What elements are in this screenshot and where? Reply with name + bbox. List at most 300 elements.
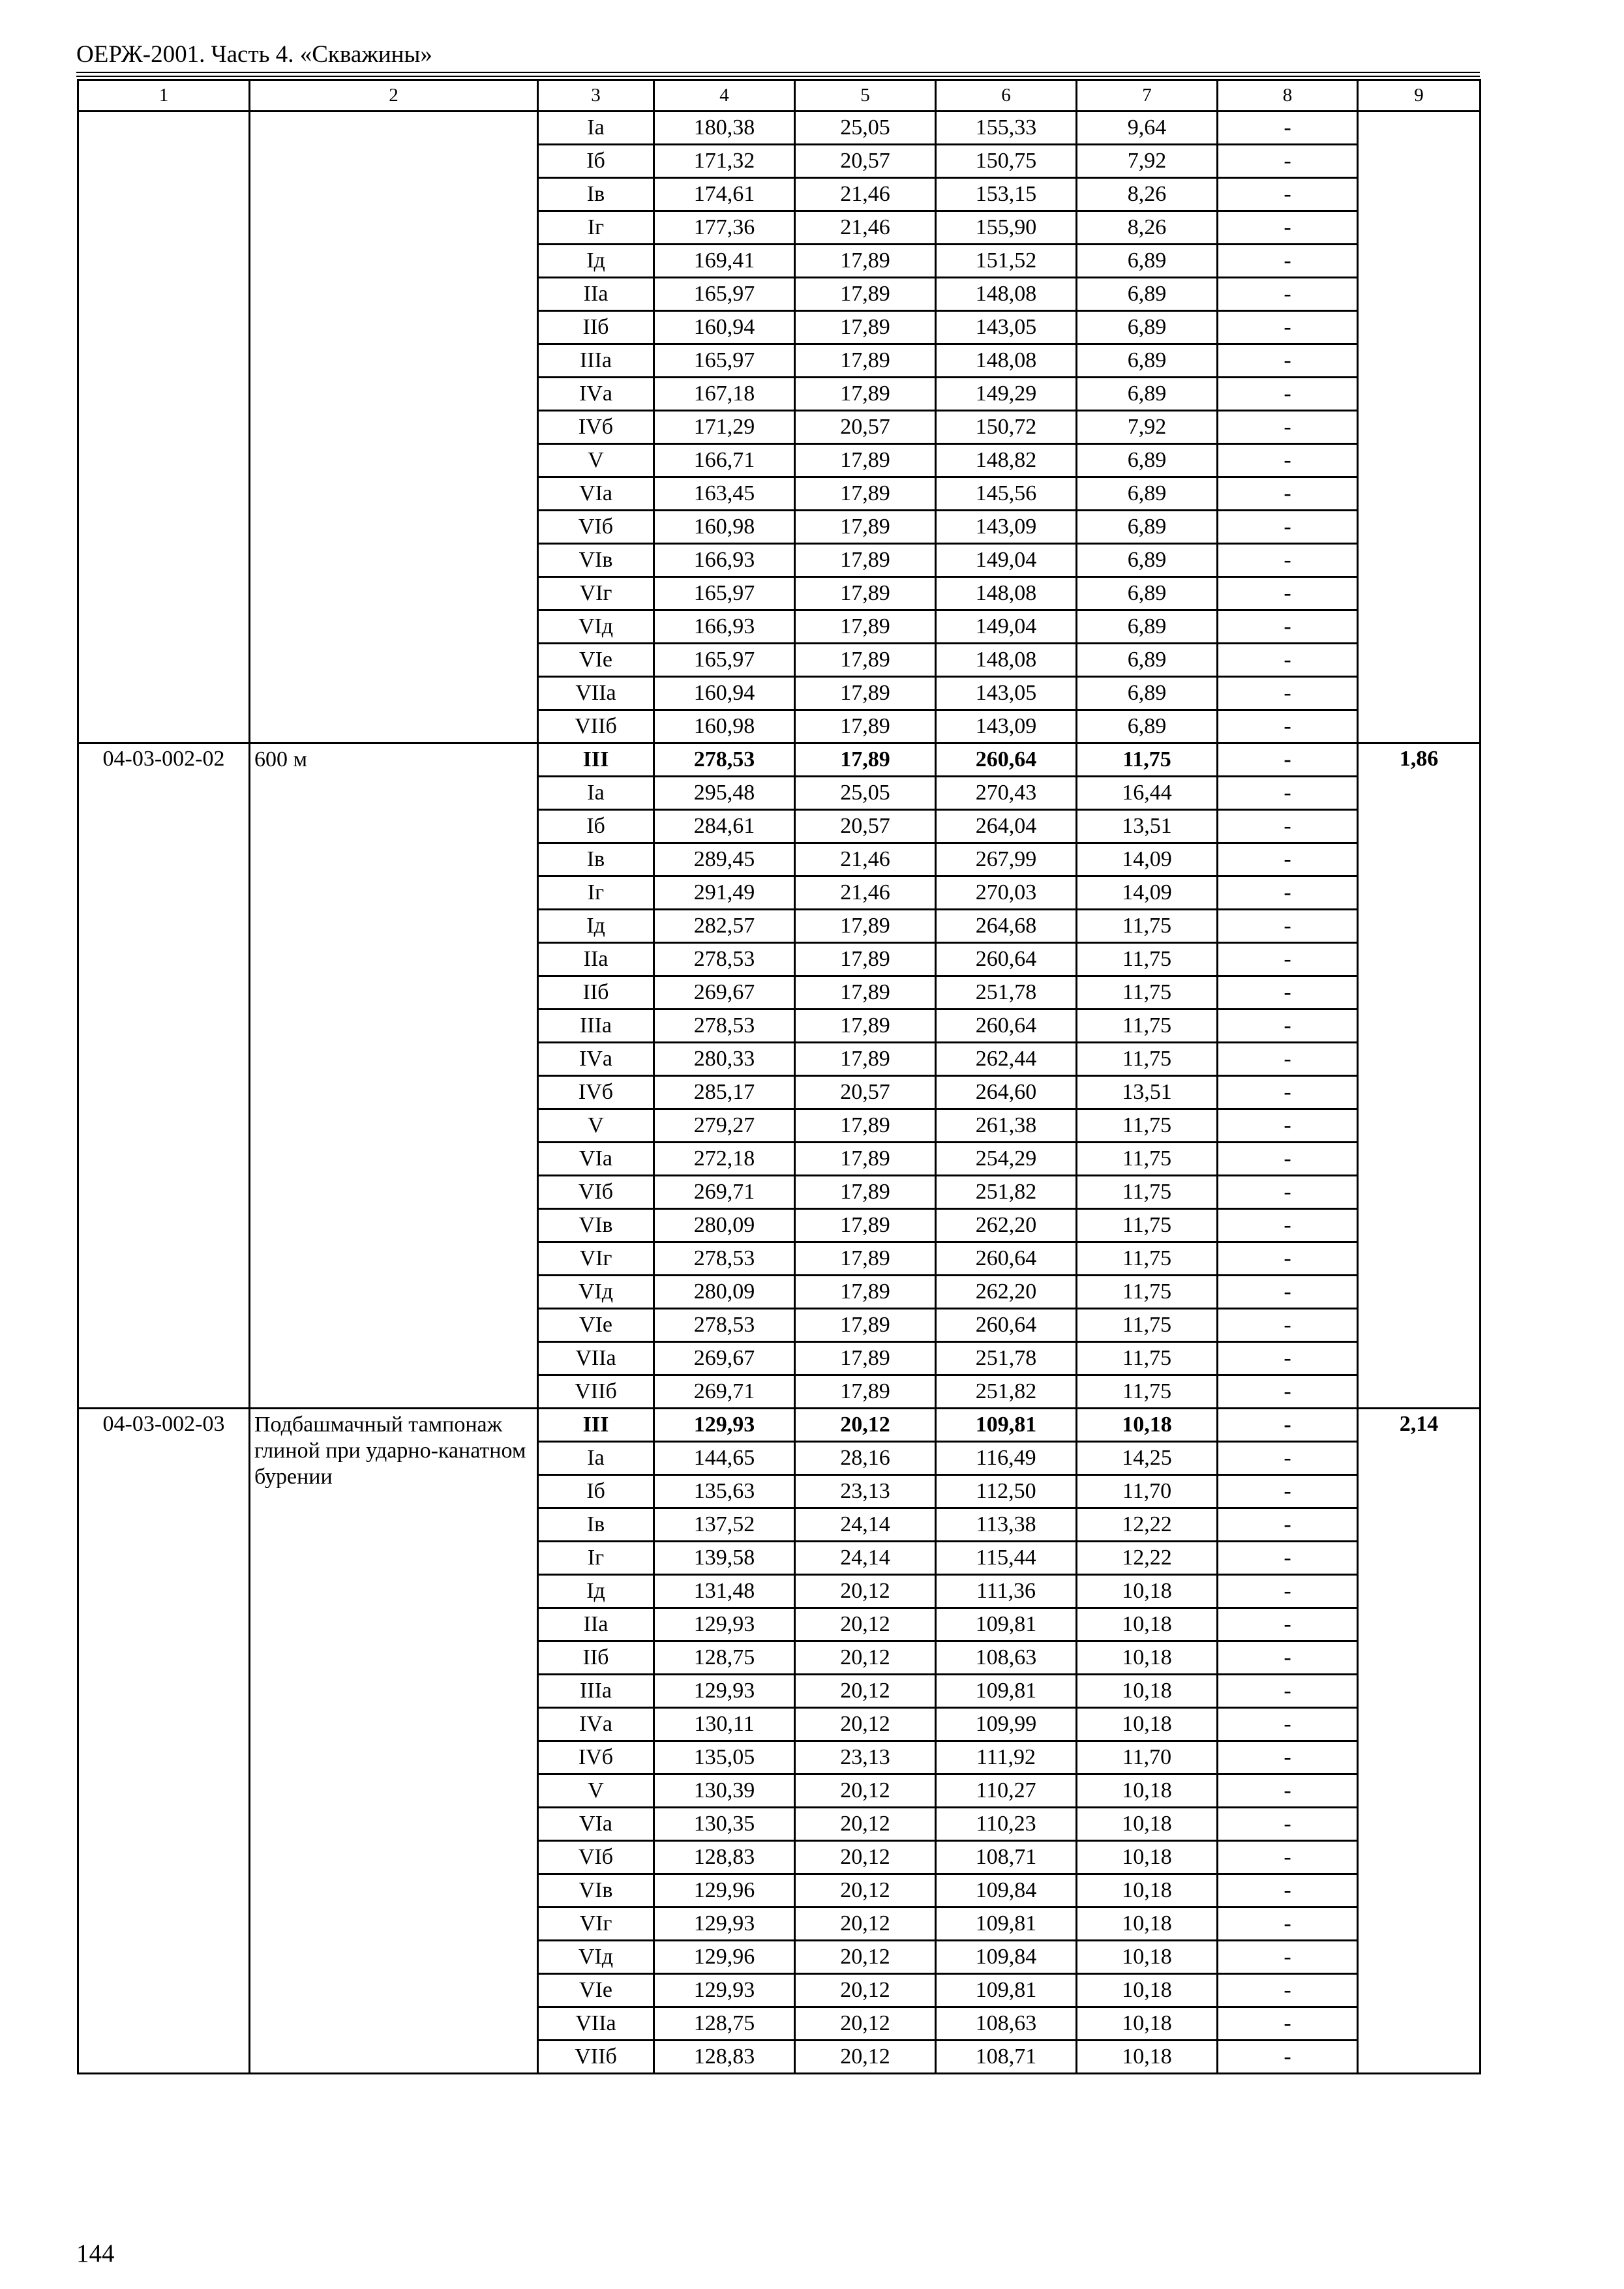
col-7-value: 8,26 <box>1077 178 1218 211</box>
col-7-value: 11,75 <box>1077 1342 1218 1375</box>
col-6-value: 109,84 <box>936 1874 1077 1908</box>
col-7-value: 6,89 <box>1077 677 1218 710</box>
rock-category: VIа <box>538 1143 654 1176</box>
col-7-value: 11,70 <box>1077 1741 1218 1774</box>
col-4-value: 269,71 <box>654 1375 795 1409</box>
col-5-value: 17,89 <box>795 910 936 943</box>
col-6-value: 251,82 <box>936 1176 1077 1209</box>
col-5-value: 17,89 <box>795 278 936 311</box>
col-6-value: 151,52 <box>936 245 1077 278</box>
page-header-title: ОЕРЖ-2001. Часть 4. «Скважины» <box>76 41 432 68</box>
col-6-value: 148,08 <box>936 577 1077 610</box>
col-4-value: 165,97 <box>654 577 795 610</box>
rock-category: Iв <box>538 1508 654 1542</box>
col-4-value: 165,97 <box>654 278 795 311</box>
rock-category: VIе <box>538 644 654 677</box>
col-7-value: 10,18 <box>1077 1808 1218 1841</box>
col-4-value: 128,75 <box>654 1641 795 1675</box>
col-8-value: - <box>1218 610 1358 644</box>
col-8-value: - <box>1218 145 1358 178</box>
col-4-value: 269,67 <box>654 1342 795 1375</box>
col-6-value: 254,29 <box>936 1143 1077 1176</box>
rock-category: Iг <box>538 211 654 245</box>
col-7-value: 6,89 <box>1077 511 1218 544</box>
column-number-cell: 1 <box>78 80 250 112</box>
col-6-value: 115,44 <box>936 1542 1077 1575</box>
col-5-value: 24,14 <box>795 1508 936 1542</box>
col-4-value: 160,98 <box>654 511 795 544</box>
col-4-value: 169,41 <box>654 245 795 278</box>
col-8-value: - <box>1218 577 1358 610</box>
rock-category: IVа <box>538 1708 654 1741</box>
col-6-value: 251,78 <box>936 976 1077 1010</box>
col-8-value: - <box>1218 1143 1358 1176</box>
col-5-value: 17,89 <box>795 511 936 544</box>
col-4-value: 129,96 <box>654 1874 795 1908</box>
col-5-value: 17,89 <box>795 444 936 477</box>
col-4-value: 278,53 <box>654 1309 795 1342</box>
col-8-value: - <box>1218 1010 1358 1043</box>
col-4-value: 278,53 <box>654 743 795 777</box>
col-7-value: 10,18 <box>1077 1708 1218 1741</box>
col-5-value: 20,12 <box>795 1874 936 1908</box>
col-8-value: - <box>1218 1375 1358 1409</box>
col-5-value: 17,89 <box>795 1375 936 1409</box>
rock-category: VIIб <box>538 1375 654 1409</box>
col-4-value: 130,35 <box>654 1808 795 1841</box>
col-7-value: 14,09 <box>1077 876 1218 910</box>
col-6-value: 108,71 <box>936 1841 1077 1874</box>
col-6-value: 251,78 <box>936 1342 1077 1375</box>
table-body <box>78 80 1481 2074</box>
col-6-value: 143,09 <box>936 710 1077 743</box>
col-8-value: - <box>1218 1276 1358 1309</box>
col-5-value: 20,12 <box>795 1841 936 1874</box>
col-4-value: 278,53 <box>654 1010 795 1043</box>
col-8-value: - <box>1218 1209 1358 1242</box>
col-4-value: 144,65 <box>654 1442 795 1475</box>
rock-category: IIIа <box>538 344 654 378</box>
header-rule <box>76 76 1480 77</box>
column-number-row <box>78 80 1481 112</box>
col-7-value: 10,18 <box>1077 1575 1218 1608</box>
col-8-value: - <box>1218 1941 1358 1974</box>
col-4-value: 160,94 <box>654 311 795 344</box>
col-6-value: 155,90 <box>936 211 1077 245</box>
col-5-value: 20,12 <box>795 2007 936 2041</box>
col-8-value: - <box>1218 278 1358 311</box>
col-5-value: 20,12 <box>795 1575 936 1608</box>
col-7-value: 11,75 <box>1077 1043 1218 1076</box>
col-5-value: 17,89 <box>795 943 936 976</box>
col-4-value: 128,75 <box>654 2007 795 2041</box>
col-6-value: 153,15 <box>936 178 1077 211</box>
column-number-cell: 9 <box>1358 80 1481 112</box>
col-8-value: - <box>1218 810 1358 843</box>
table-row-main <box>78 743 1481 777</box>
rock-category: VIе <box>538 1974 654 2007</box>
col-4-value: 165,97 <box>654 644 795 677</box>
col-8-value: - <box>1218 211 1358 245</box>
col-5-value: 21,46 <box>795 211 936 245</box>
col-8-value: - <box>1218 1575 1358 1608</box>
rock-category: VIг <box>538 1242 654 1276</box>
col-6-value: 150,72 <box>936 411 1077 444</box>
rock-category: V <box>538 1774 654 1808</box>
col-8-value: - <box>1218 2041 1358 2074</box>
col-7-value: 11,75 <box>1077 1010 1218 1043</box>
col-5-value: 20,12 <box>795 1409 936 1442</box>
col-8-value: - <box>1218 777 1358 810</box>
col-6-value: 155,33 <box>936 112 1077 145</box>
col-5-value: 20,12 <box>795 1808 936 1841</box>
rock-category: IIб <box>538 311 654 344</box>
col-5-value: 17,89 <box>795 644 936 677</box>
col-7-value: 9,64 <box>1077 112 1218 145</box>
col-8-value: - <box>1218 1409 1358 1442</box>
col-6-value: 148,08 <box>936 344 1077 378</box>
col-6-value: 109,81 <box>936 1675 1077 1708</box>
col-5-value: 20,57 <box>795 1076 936 1109</box>
rock-category: IVб <box>538 1741 654 1774</box>
col-6-value: 260,64 <box>936 1010 1077 1043</box>
col-4-value: 130,11 <box>654 1708 795 1741</box>
rock-category: IIа <box>538 1608 654 1641</box>
col-8-value: - <box>1218 1076 1358 1109</box>
col-6-value: 149,04 <box>936 610 1077 644</box>
col-5-value: 17,89 <box>795 477 936 511</box>
col-5-value: 17,89 <box>795 1342 936 1375</box>
col-6-value: 143,09 <box>936 511 1077 544</box>
col-5-value: 17,89 <box>795 344 936 378</box>
rock-category: VIа <box>538 1808 654 1841</box>
rock-category: V <box>538 1109 654 1143</box>
col-7-value: 12,22 <box>1077 1542 1218 1575</box>
col-4-value: 269,71 <box>654 1176 795 1209</box>
col-4-value: 278,53 <box>654 1242 795 1276</box>
col-5-value: 17,89 <box>795 1276 936 1309</box>
rock-category: VIд <box>538 1276 654 1309</box>
column-number-cell: 3 <box>538 80 654 112</box>
rock-category: IIб <box>538 1641 654 1675</box>
col-4-value: 130,39 <box>654 1774 795 1808</box>
col-7-value: 10,18 <box>1077 2041 1218 2074</box>
col-4-value: 135,05 <box>654 1741 795 1774</box>
page-number: 144 <box>76 2239 115 2267</box>
table-row-main <box>78 1409 1481 1442</box>
column-number-cell: 7 <box>1077 80 1218 112</box>
rock-category: Iг <box>538 876 654 910</box>
col-7-value: 11,75 <box>1077 1309 1218 1342</box>
rock-category: IVб <box>538 1076 654 1109</box>
col-6-value: 148,08 <box>936 644 1077 677</box>
column-number-cell: 8 <box>1218 80 1358 112</box>
col-6-value: 264,68 <box>936 910 1077 943</box>
col-4-value: 285,17 <box>654 1076 795 1109</box>
col-4-value: 129,93 <box>654 1974 795 2007</box>
col-7-value: 10,18 <box>1077 1874 1218 1908</box>
col-7-value: 10,18 <box>1077 1841 1218 1874</box>
col-5-value: 17,89 <box>795 710 936 743</box>
col-8-value: - <box>1218 112 1358 145</box>
col-7-value: 10,18 <box>1077 1774 1218 1808</box>
rock-category: IIб <box>538 976 654 1010</box>
col-5-value: 17,89 <box>795 1176 936 1209</box>
rock-category: III <box>538 1409 654 1442</box>
rock-category: VIIб <box>538 710 654 743</box>
col-7-value: 10,18 <box>1077 1641 1218 1675</box>
col-8-value: - <box>1218 1475 1358 1508</box>
rock-category: VIв <box>538 544 654 577</box>
col-6-value: 148,08 <box>936 278 1077 311</box>
col-7-value: 11,70 <box>1077 1475 1218 1508</box>
col-8-value: - <box>1218 1908 1358 1941</box>
col-7-value: 11,75 <box>1077 1143 1218 1176</box>
col-5-value: 17,89 <box>795 311 936 344</box>
col-7-value: 11,75 <box>1077 1375 1218 1409</box>
col-8-value: - <box>1218 1109 1358 1143</box>
col-6-value: 264,04 <box>936 810 1077 843</box>
col-8-value: - <box>1218 1176 1358 1209</box>
col-5-value: 17,89 <box>795 1209 936 1242</box>
col-4-value: 135,63 <box>654 1475 795 1508</box>
col-8-value: - <box>1218 1608 1358 1641</box>
col-5-value: 17,89 <box>795 1143 936 1176</box>
col-4-value: 284,61 <box>654 810 795 843</box>
col-4-value: 137,52 <box>654 1508 795 1542</box>
col-7-value: 10,18 <box>1077 1908 1218 1941</box>
col-8-value: - <box>1218 1242 1358 1276</box>
rock-category: IVб <box>538 411 654 444</box>
col-8-value: - <box>1218 1808 1358 1841</box>
col-8-value: - <box>1218 677 1358 710</box>
col-7-value: 12,22 <box>1077 1508 1218 1542</box>
col-4-value: 160,94 <box>654 677 795 710</box>
col-6-value: 260,64 <box>936 943 1077 976</box>
col-6-value: 116,49 <box>936 1442 1077 1475</box>
rock-category: Iд <box>538 910 654 943</box>
col-5-value: 17,89 <box>795 1010 936 1043</box>
rock-category: Iг <box>538 1542 654 1575</box>
col-8-value: - <box>1218 1043 1358 1076</box>
col-7-value: 6,89 <box>1077 610 1218 644</box>
col-7-value: 8,26 <box>1077 211 1218 245</box>
rock-category: VIг <box>538 577 654 610</box>
header-rule <box>76 72 1480 73</box>
col-5-value: 17,89 <box>795 378 936 411</box>
rock-category: Iб <box>538 145 654 178</box>
col-7-value: 10,18 <box>1077 1974 1218 2007</box>
rock-category: VIIа <box>538 2007 654 2041</box>
col-7-value: 13,51 <box>1077 1076 1218 1109</box>
col-6-value: 108,63 <box>936 1641 1077 1675</box>
col-4-value: 128,83 <box>654 2041 795 2074</box>
col-7-value: 13,51 <box>1077 810 1218 843</box>
col-6-value: 260,64 <box>936 1242 1077 1276</box>
col-4-value: 129,93 <box>654 1608 795 1641</box>
col-5-value: 17,89 <box>795 577 936 610</box>
col-8-value: - <box>1218 1542 1358 1575</box>
col-4-value: 295,48 <box>654 777 795 810</box>
col-6-value: 112,50 <box>936 1475 1077 1508</box>
col-6-value: 262,44 <box>936 1043 1077 1076</box>
col-7-value: 11,75 <box>1077 1209 1218 1242</box>
rock-category: Iв <box>538 843 654 876</box>
col-7-value: 14,25 <box>1077 1442 1218 1475</box>
col-4-value: 165,97 <box>654 344 795 378</box>
column-number-cell: 6 <box>936 80 1077 112</box>
col-8-value: - <box>1218 344 1358 378</box>
col-6-value: 109,81 <box>936 1608 1077 1641</box>
col-6-value: 113,38 <box>936 1508 1077 1542</box>
col-5-value: 17,89 <box>795 1043 936 1076</box>
col-6-value: 109,81 <box>936 1908 1077 1941</box>
rock-category: Iд <box>538 245 654 278</box>
col-7-value: 6,89 <box>1077 378 1218 411</box>
col-4-value: 160,98 <box>654 710 795 743</box>
col-4-value: 291,49 <box>654 876 795 910</box>
col-6-value: 108,71 <box>936 2041 1077 2074</box>
col-7-value: 6,89 <box>1077 644 1218 677</box>
rock-category: Iа <box>538 112 654 145</box>
col-6-value: 108,63 <box>936 2007 1077 2041</box>
col-8-value: - <box>1218 1708 1358 1741</box>
col-8-value: - <box>1218 178 1358 211</box>
col-8-value: - <box>1218 544 1358 577</box>
col-7-value: 11,75 <box>1077 1242 1218 1276</box>
section-name: 600 м <box>250 743 538 1409</box>
rock-category: VIб <box>538 1176 654 1209</box>
col-8-value: - <box>1218 1774 1358 1808</box>
table-row <box>78 112 1481 145</box>
col-4-value: 139,58 <box>654 1542 795 1575</box>
col-5-value: 17,89 <box>795 1109 936 1143</box>
col-5-value: 21,46 <box>795 178 936 211</box>
col-4-value: 280,09 <box>654 1209 795 1242</box>
col-8-value: - <box>1218 1641 1358 1675</box>
col-6-value: 143,05 <box>936 311 1077 344</box>
col-6-value: 270,03 <box>936 876 1077 910</box>
col-5-value: 17,89 <box>795 544 936 577</box>
col-4-value: 166,93 <box>654 544 795 577</box>
rock-category: VIв <box>538 1209 654 1242</box>
col-6-value: 150,75 <box>936 145 1077 178</box>
col-4-value: 129,93 <box>654 1675 795 1708</box>
col-4-value: 177,36 <box>654 211 795 245</box>
rock-category: VIг <box>538 1908 654 1941</box>
column-number-cell: 2 <box>250 80 538 112</box>
rock-category: IIа <box>538 943 654 976</box>
col-7-value: 11,75 <box>1077 1276 1218 1309</box>
col-8-value: - <box>1218 976 1358 1010</box>
col-4-value: 272,18 <box>654 1143 795 1176</box>
col-6-value: 260,64 <box>936 743 1077 777</box>
col-4-value: 128,83 <box>654 1841 795 1874</box>
col-4-value: 280,09 <box>654 1276 795 1309</box>
col-5-value: 23,13 <box>795 1475 936 1508</box>
col-8-value: - <box>1218 710 1358 743</box>
col-7-value: 6,89 <box>1077 577 1218 610</box>
col-4-value: 166,93 <box>654 610 795 644</box>
col-7-value: 6,89 <box>1077 278 1218 311</box>
col-4-value: 171,32 <box>654 145 795 178</box>
rock-category: VIб <box>538 1841 654 1874</box>
col-7-value: 6,89 <box>1077 245 1218 278</box>
col-5-value: 17,89 <box>795 610 936 644</box>
col-8-value: - <box>1218 1342 1358 1375</box>
rock-category: III <box>538 743 654 777</box>
col-5-value: 20,12 <box>795 1774 936 1808</box>
col-4-value: 167,18 <box>654 378 795 411</box>
col-6-value: 262,20 <box>936 1276 1077 1309</box>
col-5-value: 17,89 <box>795 743 936 777</box>
col-7-value: 16,44 <box>1077 777 1218 810</box>
column-number-cell: 4 <box>654 80 795 112</box>
col-6-value: 261,38 <box>936 1109 1077 1143</box>
col-8-value: - <box>1218 444 1358 477</box>
col-6-value: 260,64 <box>936 1309 1077 1342</box>
col-5-value: 24,14 <box>795 1542 936 1575</box>
col-7-value: 6,89 <box>1077 444 1218 477</box>
col-5-value: 20,12 <box>795 1941 936 1974</box>
col-8-value: - <box>1218 843 1358 876</box>
rock-category: IIа <box>538 278 654 311</box>
col-7-value: 10,18 <box>1077 1941 1218 1974</box>
col-7-value: 10,18 <box>1077 1409 1218 1442</box>
col-6-value: 110,23 <box>936 1808 1077 1841</box>
col-7-value: 10,18 <box>1077 1608 1218 1641</box>
section-code: 04-03-002-03 <box>78 1409 250 2074</box>
col-5-value: 17,89 <box>795 1309 936 1342</box>
rock-category: VIIа <box>538 1342 654 1375</box>
col-6-value: 149,04 <box>936 544 1077 577</box>
col-8-value: - <box>1218 943 1358 976</box>
col-5-value: 20,12 <box>795 1908 936 1941</box>
col-6-value: 251,82 <box>936 1375 1077 1409</box>
col-7-value: 10,18 <box>1077 1675 1218 1708</box>
col-8-value: - <box>1218 511 1358 544</box>
section-code: 04-03-002-02 <box>78 743 250 1409</box>
col-7-value: 7,92 <box>1077 145 1218 178</box>
col-7-value: 11,75 <box>1077 1109 1218 1143</box>
col-8-value: - <box>1218 743 1358 777</box>
col-8-value: - <box>1218 477 1358 511</box>
rock-category: VIб <box>538 511 654 544</box>
section-coefficient: 1,86 <box>1358 743 1481 1409</box>
col-5-value: 23,13 <box>795 1741 936 1774</box>
col-4-value: 289,45 <box>654 843 795 876</box>
col-5-value: 20,12 <box>795 1675 936 1708</box>
col-7-value: 11,75 <box>1077 1176 1218 1209</box>
rock-category: IVа <box>538 378 654 411</box>
col-4-value: 171,29 <box>654 411 795 444</box>
rock-category: Iб <box>538 1475 654 1508</box>
rock-category: VIд <box>538 1941 654 1974</box>
rock-category: Iд <box>538 1575 654 1608</box>
col-5-value: 25,05 <box>795 112 936 145</box>
col-4-value: 166,71 <box>654 444 795 477</box>
col-4-value: 279,27 <box>654 1109 795 1143</box>
col-5-value: 20,12 <box>795 1708 936 1741</box>
col-4-value: 163,45 <box>654 477 795 511</box>
col-7-value: 10,18 <box>1077 2007 1218 2041</box>
col-7-value: 11,75 <box>1077 976 1218 1010</box>
col-6-value: 109,81 <box>936 1974 1077 2007</box>
rock-category: VIв <box>538 1874 654 1908</box>
col-8-value: - <box>1218 311 1358 344</box>
section-coefficient: 2,14 <box>1358 1409 1481 2074</box>
col-8-value: - <box>1218 1309 1358 1342</box>
